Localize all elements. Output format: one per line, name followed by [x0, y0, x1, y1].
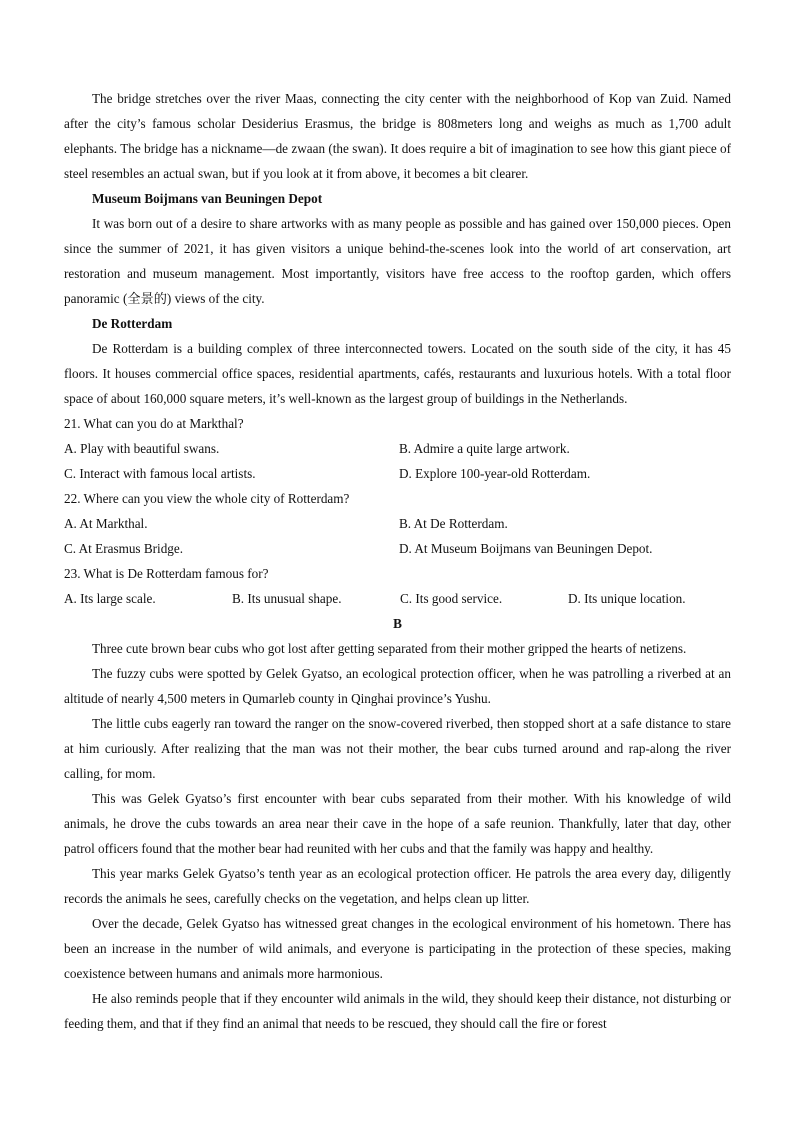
question-21: 21. What can you do at Markthal? [64, 416, 244, 431]
rotterdam-paragraph: De Rotterdam is a building complex of three interconnected towers. Located on the south side of the city, it has 45 floors. It houses commercial office spaces, residential apartments, cafés, restaurants and luxurious hotels. With a total floor space of about 160,000 square meters, it’s well-known as the largest group of buildings in the Netherlands. [64, 341, 731, 406]
option-23-b: B. Its unusual shape. [232, 591, 342, 606]
section-b-paragraph: The fuzzy cubs were spotted by Gelek Gyatso, an ecological protection officer, when he was patrolling a riverbed at an altitude of nearly 4,500 meters in Qumarleb county in Qinghai province’s Yushu. [64, 666, 731, 706]
question-22: 22. Where can you view the whole city of Rotterdam? [64, 491, 350, 506]
section-b-paragraph: This was Gelek Gyatso’s first encounter with bear cubs separated from their mother. With his knowledge of wild animals, he drove the cubs towards an area near their cave in the hope of a safe reunion. Thankfully, later that day, other patrol officers found that the mother bear had reunited with her cubs and that the family was happy and healthy. [64, 791, 731, 856]
question-22-options [64, 511, 731, 561]
museum-heading: Museum Boijmans van Beuningen Depot [92, 191, 323, 206]
question-21-options [64, 436, 731, 486]
section-b-paragraph: The little cubs eagerly ran toward the ranger on the snow-covered riverbed, then stopped short at a safe distance to stare at him curiously. After realizing that the man was not their mother, the bear cubs turned around and rap-along the river calling, for mom. [64, 716, 731, 781]
section-b-paragraph: He also reminds people that if they encounter wild animals in the wild, they should keep their distance, not disturbing or feeding them, and that if they find an animal that needs to be rescued, they should call the fire or forest [64, 991, 731, 1031]
section-b-paragraph: This year marks Gelek Gyatso’s tenth year as an ecological protection officer. He patrols the area every day, diligently records the animals he sees, carefully checks on the vegetation, and helps clean up litter. [64, 866, 731, 906]
document-page [64, 86, 731, 1036]
bridge-paragraph: The bridge stretches over the river Maas, connecting the city center with the neighborhood of Kop van Zuid. Named after the city’s famous scholar Desiderius Erasmus, the bridge is 808meters long and weighs as much as 1,700 adult elephants. The bridge has a nickname—de zwaan (the swan). It does require a bit of imagination to see how this giant piece of steel resembles an actual swan, but if you look at it from above, it becomes a bit clearer. [64, 91, 731, 181]
option-23-d: D. Its unique location. [568, 591, 686, 606]
section-b-paragraph: Over the decade, Gelek Gyatso has witnessed great changes in the ecological environment of his hometown. There has been an increase in the number of wild animals, and everyone is participating in the protection of these species, making coexistence between humans and animals more harmonious. [64, 916, 731, 981]
option-22-c: C. At Erasmus Bridge. [64, 541, 184, 556]
option-22-b: B. At De Rotterdam. [399, 516, 508, 531]
option-22-d: D. At Museum Boijmans van Beuningen Depot. [399, 541, 653, 556]
option-23-a: A. Its large scale. [64, 591, 156, 606]
question-23-options [64, 586, 731, 611]
option-22-a: A. At Markthal. [64, 516, 148, 531]
section-b-paragraph: Three cute brown bear cubs who got lost after getting separated from their mother gripped the hearts of netizens. [92, 641, 687, 656]
option-21-c: C. Interact with famous local artists. [64, 466, 256, 481]
option-21-a: A. Play with beautiful swans. [64, 441, 220, 456]
option-21-d: D. Explore 100-year-old Rotterdam. [399, 466, 591, 481]
rotterdam-heading: De Rotterdam [92, 316, 173, 331]
section-b-label: B [393, 616, 402, 631]
option-21-b: B. Admire a quite large artwork. [399, 441, 570, 456]
museum-paragraph: It was born out of a desire to share artworks with as many people as possible and has gained over 150,000 pieces. Open since the summer of 2021, it has given visitors a unique behind-the-scenes look into the world of art conservation, art restoration and museum management. Most importantly, visitors have free access to the rooftop garden, which offers panoramic (全景的) views of the city. [64, 216, 731, 306]
option-23-c: C. Its good service. [400, 591, 503, 606]
question-23: 23. What is De Rotterdam famous for? [64, 566, 269, 581]
